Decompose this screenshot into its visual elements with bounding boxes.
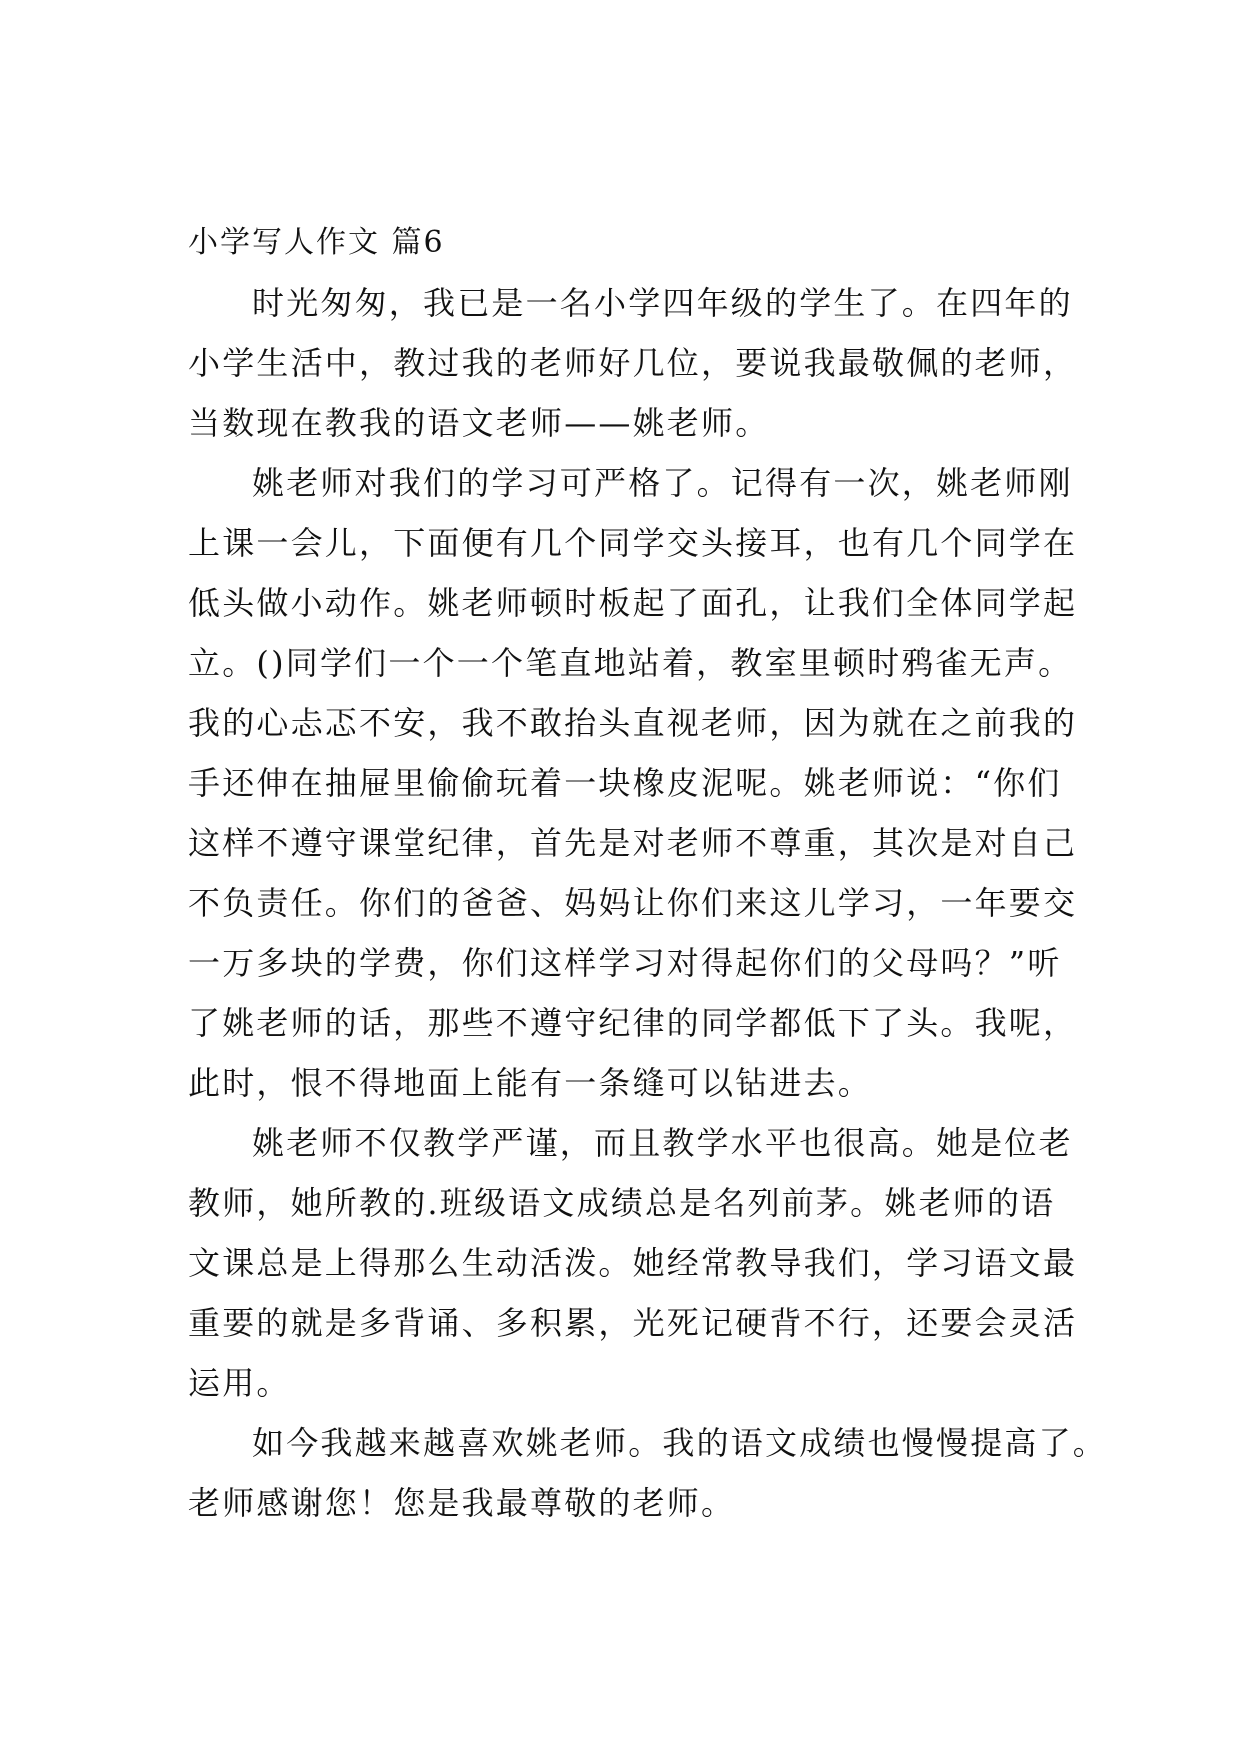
text-line: 运用。 bbox=[188, 1364, 291, 1402]
text-line: 姚老师不仅教学严谨，而且教学水平也很高。她是位老 bbox=[252, 1124, 1073, 1162]
text-line: 如今我越来越喜欢姚老师。我的语文成绩也慢慢提高了。 bbox=[252, 1424, 1108, 1462]
text-line: 重要的就是多背诵、多积累，光死记硬背不行，还要会灵活 bbox=[188, 1304, 1078, 1342]
text-line: 低头做小动作。姚老师顿时板起了面孔，让我们全体同学起 bbox=[188, 584, 1078, 622]
text-line: 了姚老师的话，那些不遵守纪律的同学都低下了头。我呢， bbox=[188, 1004, 1078, 1042]
text-line: 此时，恨不得地面上能有一条缝可以钻进去。 bbox=[188, 1064, 873, 1102]
text-line: 上课一会儿，下面便有几个同学交头接耳，也有几个同学在 bbox=[188, 524, 1078, 562]
text-line: 不负责任。你们的爸爸、妈妈让你们来这儿学习，一年要交 bbox=[188, 884, 1078, 922]
text-line: 时光匆匆，我已是一名小学四年级的学生了。在四年的 bbox=[252, 284, 1073, 322]
text-line: 姚老师对我们的学习可严格了。记得有一次，姚老师刚 bbox=[252, 464, 1073, 502]
text-line: 我的心忐忑不安，我不敢抬头直视老师，因为就在之前我的 bbox=[188, 704, 1078, 742]
text-line: 手还伸在抽屉里偷偷玩着一块橡皮泥呢。姚老师说：“你们 bbox=[188, 764, 1062, 802]
text-line: 立。()同学们一个一个笔直地站着，教室里顿时鸦雀无声。 bbox=[188, 644, 1073, 682]
text-line: 老师感谢您！您是我最尊敬的老师。 bbox=[188, 1484, 736, 1522]
document-title: 小学写人作文 篇6 bbox=[188, 225, 445, 260]
text-line: 小学生活中，教过我的老师好几位，要说我最敬佩的老师， bbox=[188, 344, 1078, 382]
text-line: 一万多块的学费，你们这样学习对得起你们的父母吗？”听 bbox=[188, 944, 1062, 982]
text-line: 文课总是上得那么生动活泼。她经常教导我们，学习语文最 bbox=[188, 1244, 1078, 1282]
text-line: 当数现在教我的语文老师——姚老师。 bbox=[188, 404, 770, 442]
text-line: 教师，她所教的.班级语文成绩总是名列前茅。姚老师的语 bbox=[188, 1184, 1056, 1222]
text-line: 这样不遵守课堂纪律，首先是对老师不尊重，其次是对自己 bbox=[188, 824, 1078, 862]
